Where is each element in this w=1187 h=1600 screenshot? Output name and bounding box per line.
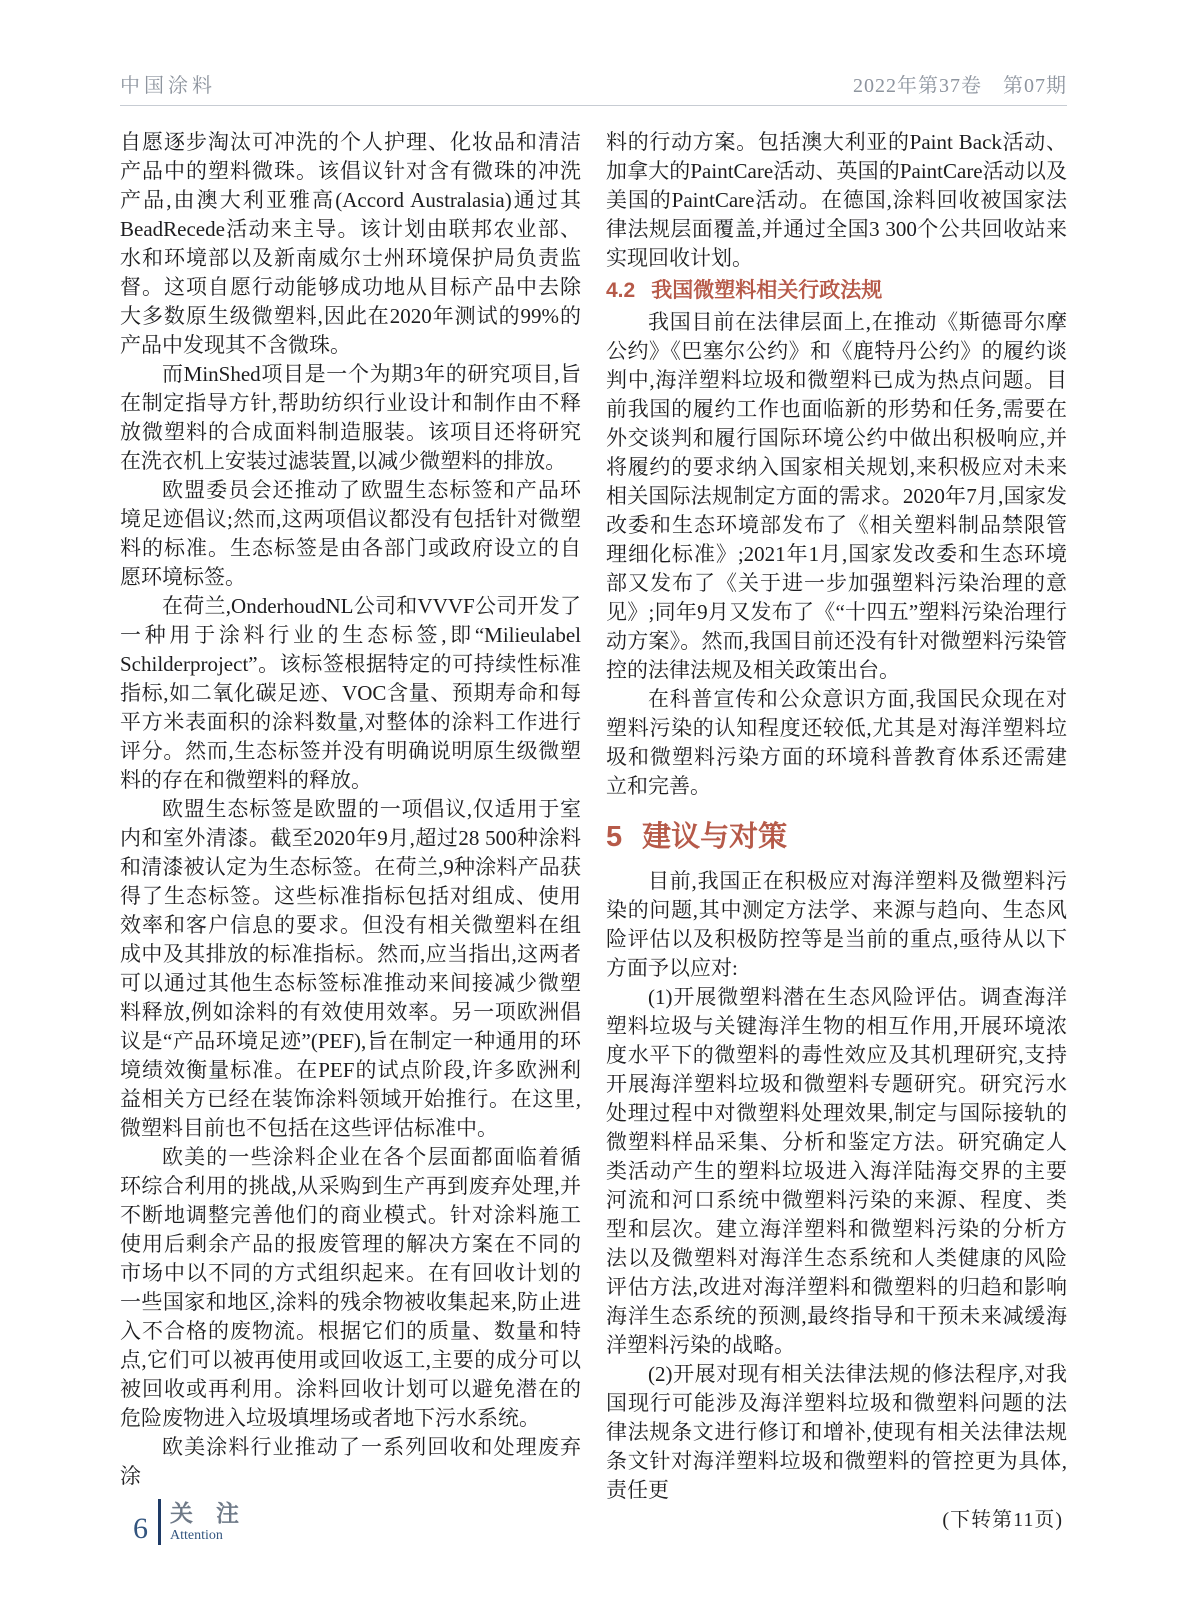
paragraph-continuation: 料的行动方案。包括澳大利亚的Paint Back活动、加拿大的PaintCare活动、英国的PaintCare活动以及美国的PaintCare活动。在德国,涂料回收被国家法律法规层面覆盖,并通过全国3 300个公共回收站来实现回收计划。	[606, 130, 1067, 270]
continued-on-page-note: (下转第11页)	[942, 1509, 1063, 1531]
article-body	[120, 128, 1067, 1535]
left-column	[120, 128, 581, 1535]
paragraph: 在荷兰,OnderhoudNL公司和VVVF公司开发了一种用于涂料行业的生态标签,即“Milieulabel Schilderproject”。该标签根据特定的可持续性标准指标,如二氧化碳足迹、VOC含量、预期寿命和每平方米表面积的涂料数量,对整体的涂料工作进行评分。然而,生态标签并没有明确说明原生级微塑料的存在和微塑料的释放。	[120, 594, 581, 792]
footer-section-block	[170, 1500, 239, 1544]
footer-divider	[158, 1499, 161, 1545]
paragraph: 而MinShed项目是一个为期3年的研究项目,旨在制定指导方针,帮助纺织行业设计和制作由不释放微塑料的合成面料制造服装。该项目还将研究在洗衣机上安装过滤装置,以减少微塑料的排放。	[120, 362, 581, 473]
paragraph-continuation: 自愿逐步淘汰可冲洗的个人护理、化妆品和清洁产品中的塑料微珠。该倡议针对含有微珠的冲洗产品,由澳大利亚雅高(Accord Australasia)通过其BeadRecede活动来主导。该计划由联邦农业部、水和环境部以及新南威尔士州环境保护局负责监督。这项自愿行动能够成功地从目标产品中去除大多数原生级微塑料,因此在2020年测试的99%的产品中发现其不含微珠。	[120, 130, 581, 357]
issue-info: 2022年第37卷 第07期	[853, 75, 1067, 97]
footer-section-subtitle: Attention	[170, 1528, 223, 1543]
paragraph: 欧盟委员会还推动了欧盟生态标签和产品环境足迹倡议;然而,这两项倡议都没有包括针对微塑料的标准。生态标签是由各部门或政府设立的自愿环境标签。	[120, 478, 581, 589]
paragraph: 欧美涂料行业推动了一系列回收和处理废弃涂	[120, 1435, 581, 1488]
paragraph: (1)开展微塑料潜在生态风险评估。调查海洋塑料垃圾与关键海洋生物的相互作用,开展环境浓度水平下的微塑料的毒性效应及其机理研究,支持开展海洋塑料垃圾和微塑料专题研究。研究污水处理过程中对微塑料处理效果,制定与国际接轨的微塑料样品采集、分析和鉴定方法。研究确定人类活动产生的塑料垃圾进入海洋陆海交界的主要河流和河口系统中微塑料污染的来源、程度、类型和层次。建立海洋塑料和微塑料污染的分析方法以及微塑料对海洋生态系统和人类健康的风险评估方法,改进对海洋塑料和微塑料的归趋和影响海洋生态系统的预测,最终指导和干预未来减缓海洋塑料污染的战略。	[606, 985, 1067, 1357]
subsection-heading-4-2	[606, 276, 1067, 306]
subsection-number: 4.2	[606, 279, 636, 302]
paragraph: 目前,我国正在积极应对海洋塑料及微塑料污染的问题,其中测定方法学、来源与趋向、生态风险评估以及积极防控等是当前的重点,亟待从以下方面予以应对:	[606, 869, 1067, 980]
section-title: 建议与对策	[642, 821, 788, 853]
subsection-title: 我国微塑料相关行政法规	[651, 279, 883, 302]
section-heading-5	[606, 820, 1067, 854]
paragraph: 欧盟生态标签是欧盟的一项倡议,仅适用于室内和室外清漆。截至2020年9月,超过28 500种涂料和清漆被认定为生态标签。在荷兰,9种涂料产品获得了生态标签。这些标准指标包括对组成、使用效率和客户信息的要求。但没有相关微塑料在组成中及其排放的标准指标。然而,应当指出,这两者可以通过其他生态标签标准推动来间接减少微塑料释放,例如涂料的有效使用效率。另一项欧洲倡议是“产品环境足迹”(PEF),旨在制定一种通用的环境绩效衡量标准。在PEF的试点阶段,许多欧洲利益相关方已经在装饰涂料领域开始推行。在这里,微塑料目前也不包括在这些评估标准中。	[120, 797, 581, 1140]
page-number: 6	[133, 1512, 148, 1545]
paragraph: (2)开展对现有相关法律法规的修法程序,对我国现行可能涉及海洋塑料垃圾和微塑料问题的法律法规条文进行修订和增补,使现有相关法律法规条文针对海洋塑料垃圾和微塑料的管控更为具体,责任更	[606, 1362, 1067, 1502]
right-column	[606, 128, 1067, 1535]
section-number: 5	[606, 821, 623, 853]
footer-section-title: 关 注	[170, 1500, 239, 1526]
paragraph: 欧美的一些涂料企业在各个层面都面临着循环综合利用的挑战,从采购到生产再到废弃处理,并不断地调整完善他们的商业模式。针对涂料施工使用后剩余产品的报废管理的解决方案在不同的市场中以不同的方式组织起来。在有回收计划的一些国家和地区,涂料的残余物被收集起来,防止进入不合格的废物流。根据它们的质量、数量和特点,它们可以被再使用或回收返工,主要的成分可以被回收或再利用。涂料回收计划可以避免潜在的危险废物进入垃圾填埋场或者地下污水系统。	[120, 1145, 581, 1430]
page-header	[120, 70, 1067, 106]
paragraph: 在科普宣传和公众意识方面,我国民众现在对塑料污染的认知程度还较低,尤其是对海洋塑料垃圾和微塑料污染方面的环境科普教育体系还需建立和完善。	[606, 687, 1067, 798]
journal-name: 中国涂料	[120, 75, 216, 97]
paragraph: 我国目前在法律层面上,在推动《斯德哥尔摩公约》《巴塞尔公约》和《鹿特丹公约》的履约谈判中,海洋塑料垃圾和微塑料已成为热点问题。目前我国的履约工作也面临新的形势和任务,需要在外交谈判和履行国际环境公约中做出积极响应,并将履约的要求纳入国家相关规划,来积极应对未来相关国际法规制定方面的需求。2020年7月,国家发改委和生态环境部发布了《相关塑料制品禁限管理细化标准》;2021年1月,国家发改委和生态环境部又发布了《关于进一步加强塑料污染治理的意见》;同年9月又发布了《“十四五”塑料污染治理行动方案》。然而,我国目前还没有针对微塑料污染管控的法律法规及相关政策出台。	[606, 310, 1067, 682]
page-footer	[133, 1496, 239, 1548]
